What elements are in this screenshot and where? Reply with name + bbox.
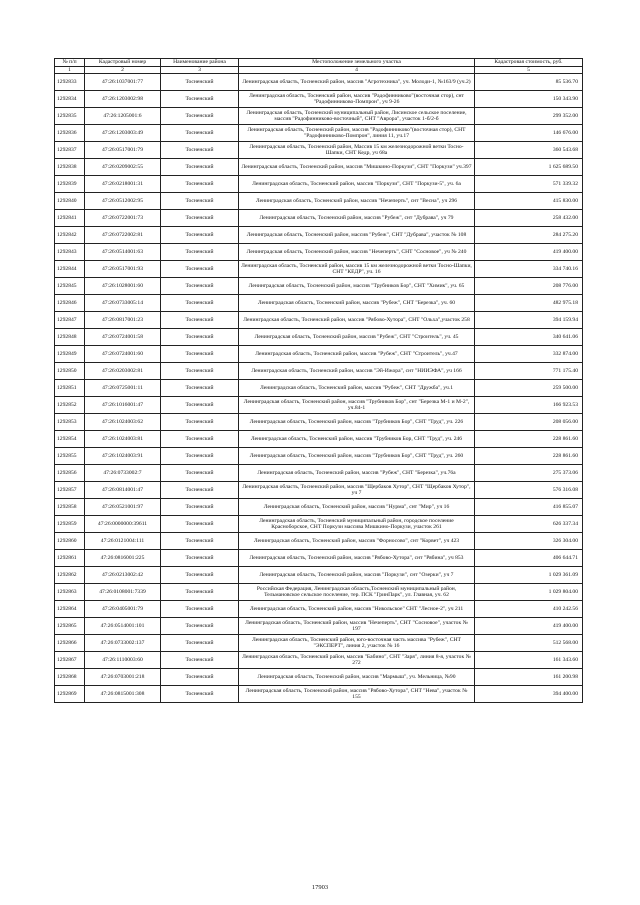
cadastral-number: 47:26:1024003:91 [85, 448, 161, 465]
cadastral-number: 47:26:1024003:62 [85, 414, 161, 431]
cadastral-value: 340 641.06 [475, 329, 583, 346]
page-number: 17903 [311, 884, 329, 891]
table-row [55, 193, 583, 210]
table-row [55, 125, 583, 142]
cadastral-value: 161 343.60 [475, 652, 583, 669]
cadastral-number: 47:26:0733002:7 [85, 465, 161, 482]
cadastral-value: 332 874.00 [475, 346, 583, 363]
row-index: 1292868 [55, 669, 85, 686]
row-index: 1292833 [55, 74, 85, 91]
location-text: Ленинградская область, Тосненский район, массив "Рубеж", СНТ "Строитель", уч.47 [239, 346, 475, 363]
cadastral-value: 259 500.00 [475, 380, 583, 397]
cadastral-value: 415 830.00 [475, 193, 583, 210]
location-text: Ленинградская область, Тосненский район, массив "Трубников Бор", снт "Березка М-1 и М-2", уч.84-1 [239, 397, 475, 414]
district-name: Тосненский [161, 380, 239, 397]
location-text: Ленинградская область, Тосненский район, массив "Поркузи", снт "Озерки", уч 7 [239, 567, 475, 584]
location-text: Ленинградская область, Тосненский район, массив "Радофинниково"(восточная стор), СНТ "Радофинниково-Помпрон", линия 11, уч.17 [239, 125, 475, 142]
row-index: 1292843 [55, 244, 85, 261]
row-index: 1292846 [55, 295, 85, 312]
row-index: 1292834 [55, 91, 85, 108]
district-name: Тосненский [161, 465, 239, 482]
cadastral-number: 47:26:0722001:73 [85, 210, 161, 227]
row-index: 1292853 [55, 414, 85, 431]
row-index: 1292848 [55, 329, 85, 346]
cadastral-number: 47:26:0816001:225 [85, 550, 161, 567]
location-text: Ленинградская область, Тосненский район, массив "Рубеж", СНТ "Дружба", уч.1 [239, 380, 475, 397]
location-text: Ленинградская область, Тосненский район, массив "Нечеперть", снт "Весна", уч 296 [239, 193, 475, 210]
cadastral-number: 47:26:0733005:14 [85, 295, 161, 312]
district-name: Тосненский [161, 278, 239, 295]
row-index: 1292858 [55, 499, 85, 516]
district-name: Тосненский [161, 431, 239, 448]
header-location: Местоположение земельного участка [239, 59, 475, 67]
cadastral-number: 47:26:1203002:98 [85, 91, 161, 108]
district-name: Тосненский [161, 346, 239, 363]
table-row [55, 210, 583, 227]
table-row [55, 448, 583, 465]
row-index: 1292849 [55, 346, 85, 363]
table-row [55, 261, 583, 278]
cadastral-value: 394 159.94 [475, 312, 583, 329]
district-name: Тосненский [161, 142, 239, 159]
cadastral-number: 47:26:0703001:218 [85, 669, 161, 686]
cadastral-value: 284 275.20 [475, 227, 583, 244]
row-index: 1292860 [55, 533, 85, 550]
cadastral-number: 47:26:0722002:81 [85, 227, 161, 244]
district-name: Тосненский [161, 584, 239, 601]
column-number: 5 [475, 67, 583, 74]
cadastral-number: 47:26:0817001:23 [85, 312, 161, 329]
table-row [55, 74, 583, 91]
table-row [55, 499, 583, 516]
district-name: Тосненский [161, 652, 239, 669]
cadastral-number: 47:26:0512002:95 [85, 193, 161, 210]
row-index: 1292865 [55, 618, 85, 635]
cadastral-number: 47:26:0514001:101 [85, 618, 161, 635]
district-name: Тосненский [161, 550, 239, 567]
header-index: № п/п [55, 59, 85, 67]
row-index: 1292863 [55, 584, 85, 601]
cadastral-number: 47:26:0733002:137 [85, 635, 161, 652]
table-row [55, 567, 583, 584]
district-name: Тосненский [161, 261, 239, 278]
location-text: Российская Федерация, Ленинградская область,Тосненский муниципальный район, Тельмановское сельское поселение, тер. ПСК "ГринПарк", ул. Главная, уч. 62 [239, 584, 475, 601]
cadastral-value: 299 352.00 [475, 108, 583, 125]
cadastral-number: 47:26:0725001:11 [85, 380, 161, 397]
cadastral-number: 47:26:1016001:47 [85, 397, 161, 414]
column-number: 4 [239, 67, 475, 74]
table-row [55, 550, 583, 567]
row-index: 1292847 [55, 312, 85, 329]
table-row [55, 635, 583, 652]
cadastral-value: 419 400.00 [475, 618, 583, 635]
row-index: 1292838 [55, 159, 85, 176]
location-text: Ленинградская область, Тосненский район, массив "Рубеж", СНТ "Дубрава", участок № 108 [239, 227, 475, 244]
cadastral-value: 576 316.08 [475, 482, 583, 499]
district-name: Тосненский [161, 193, 239, 210]
location-text: Ленинградская область, Тосненский район, массив "Рубеж", снт "Дубрава", уч 79 [239, 210, 475, 227]
district-name: Тосненский [161, 159, 239, 176]
location-text: Ленинградская область, Тосненский район, массив "Мишкино-Поркузи", СНТ "Поркузи" уч.397 [239, 159, 475, 176]
location-text: Ленинградская область, Тосненский район, массив "Эй-Ижора", снт "НИИЭФА", уч 166 [239, 363, 475, 380]
district-name: Тосненский [161, 244, 239, 261]
cadastral-value: 406 644.71 [475, 550, 583, 567]
table-row [55, 312, 583, 329]
district-name: Тосненский [161, 227, 239, 244]
row-index: 1292856 [55, 465, 85, 482]
cadastral-value: 228 861.60 [475, 431, 583, 448]
district-name: Тосненский [161, 618, 239, 635]
cadastral-value: 208 776.00 [475, 278, 583, 295]
row-index: 1292862 [55, 567, 85, 584]
cadastral-value: 394 400.00 [475, 686, 583, 703]
location-text: Ленинградская область, Тосненский район, массив "Щербаков Хутор", СНТ "Щербаков Хутор", уч 7 [239, 482, 475, 499]
location-text: Ленинградская область, Тосненский муниципальный район, городское поселение Красноборское, СНТ Поркузи массива Мишкино-Поркузи, участок 261 [239, 516, 475, 533]
district-name: Тосненский [161, 295, 239, 312]
table-row [55, 159, 583, 176]
row-index: 1292837 [55, 142, 85, 159]
row-index: 1292857 [55, 482, 85, 499]
location-text: Ленинградская область, Тосненский район, массив "Трубников Бор", СНТ "Труд", уч. 226 [239, 414, 475, 431]
row-index: 1292855 [55, 448, 85, 465]
cadastral-value: 258 432.00 [475, 210, 583, 227]
cadastral-value: 410 242.56 [475, 601, 583, 618]
cadastral-number: 47:26:0517001:79 [85, 142, 161, 159]
location-text: Ленинградская область, Тосненский район, массив "Рубеж", СНТ "Березка", уч. 60 [239, 295, 475, 312]
cadastral-value: 1 029 804.00 [475, 584, 583, 601]
cadastral-number: 47:26:0724001:60 [85, 346, 161, 363]
table-row [55, 669, 583, 686]
row-index: 1292852 [55, 397, 85, 414]
table-row [55, 176, 583, 193]
table-row [55, 91, 583, 108]
row-index: 1292841 [55, 210, 85, 227]
cadastral-number: 47:26:1205001:6 [85, 108, 161, 125]
cadastral-number: 47:26:1203003:49 [85, 125, 161, 142]
table-header-row [55, 59, 583, 67]
row-index: 1292850 [55, 363, 85, 380]
district-name: Тосненский [161, 176, 239, 193]
row-index: 1292866 [55, 635, 85, 652]
cadastral-number: 47:26:0724001:58 [85, 329, 161, 346]
cadastral-value: 360 543.68 [475, 142, 583, 159]
location-text: Ленинградская область, Тосненский район, массив "Бабино", СНТ "Заря", линия 8-я, участок № 272 [239, 652, 475, 669]
location-text: Ленинградская область, Тосненский район, массив "Нурма", снт "Мир", уч 16 [239, 499, 475, 516]
location-text: Ленинградская область, Тосненский район, массив "Рубеж", СНТ "Строитель", уч. 45 [239, 329, 475, 346]
location-text: Ленинградская область, Тосненский район, массив "Рябово-Хутора", снт "Рябина", уч 853 [239, 550, 475, 567]
row-index: 1292836 [55, 125, 85, 142]
district-name: Тосненский [161, 516, 239, 533]
table-row [55, 414, 583, 431]
table-row [55, 584, 583, 601]
cadastral-value: 275 373.06 [475, 465, 583, 482]
table-row [55, 329, 583, 346]
location-text: Ленинградская область, Тосненский район, массив "Нечеперть", СНТ "Сосновое", уч № 240 [239, 244, 475, 261]
district-name: Тосненский [161, 533, 239, 550]
location-text: Ленинградская область, Тосненский район, Массив 15 км железнодорожной ветки Тосно-Шапки, СНТ Кедр, уч 68а [239, 142, 475, 159]
location-text: Ленинградская область, Тосненский район, массив "Мармыш", уч. Мельница, №90 [239, 669, 475, 686]
location-text: Ленинградская область, Тосненский район, массив 15 км железнодорожной ветки Тосно-Шапки, СНТ "КЕДР", уч. 16 [239, 261, 475, 278]
table-row [55, 482, 583, 499]
table-row [55, 363, 583, 380]
row-index: 1292835 [55, 108, 85, 125]
cadastral-number: 47:26:0000000:39611 [85, 516, 161, 533]
cadastral-value: 1 029 361.09 [475, 567, 583, 584]
district-name: Тосненский [161, 669, 239, 686]
cadastral-value: 771 175.40 [475, 363, 583, 380]
district-name: Тосненский [161, 312, 239, 329]
header-cadastral-number: Кадастровый номер [85, 59, 161, 67]
table-row [55, 142, 583, 159]
row-index: 1292867 [55, 652, 85, 669]
location-text: Ленинградская область, Тосненский район, массив "Трубников Бор", СНТ "Труд", уч. 260 [239, 448, 475, 465]
row-index: 1292861 [55, 550, 85, 567]
location-text: Ленинградская область, Тосненский район, массив "Никольское" СНТ "Лесное-2", уч 211 [239, 601, 475, 618]
row-index: 1292851 [55, 380, 85, 397]
district-name: Тосненский [161, 414, 239, 431]
district-name: Тосненский [161, 125, 239, 142]
cadastral-number: 47:26:1110003:60 [85, 652, 161, 669]
table-row [55, 244, 583, 261]
district-name: Тосненский [161, 448, 239, 465]
cadastral-number: 47:26:0213002:42 [85, 567, 161, 584]
row-index: 1292854 [55, 431, 85, 448]
district-name: Тосненский [161, 363, 239, 380]
cadastral-number: 47:26:0517001:93 [85, 261, 161, 278]
cadastral-number: 47:26:0815001:308 [85, 686, 161, 703]
table-row [55, 346, 583, 363]
location-text: Ленинградская область, Тосненский район, массив "Трубников Бор", СНТ "Химик", уч. 65 [239, 278, 475, 295]
row-index: 1292845 [55, 278, 85, 295]
district-name: Тосненский [161, 482, 239, 499]
header-district-name: Наименование района [161, 59, 239, 67]
cadastral-value: 146 676.00 [475, 125, 583, 142]
cadastral-number: 47:26:0405001:79 [85, 601, 161, 618]
row-index: 1292839 [55, 176, 85, 193]
cadastral-value: 1 625 689.50 [475, 159, 583, 176]
district-name: Тосненский [161, 397, 239, 414]
district-name: Тосненский [161, 567, 239, 584]
cadastral-number: 47:26:0814001:47 [85, 482, 161, 499]
location-text: Ленинградская область, Тосненский район, массив "Трубников Бор, СНТ "Труд", уч. 246 [239, 431, 475, 448]
cadastral-value: 85 536.70 [475, 74, 583, 91]
cadastral-value: 161 200.98 [475, 669, 583, 686]
cadastral-value: 150 343.90 [475, 91, 583, 108]
table-row [55, 431, 583, 448]
location-text: Ленинградская область, Тосненский район, массив "Рябово-Хутора", СНТ "Ольха",участок 258 [239, 312, 475, 329]
cadastral-number: 47:26:0514001:63 [85, 244, 161, 261]
table-row [55, 652, 583, 669]
location-text: Ленинградская область, Тосненский район, массив "Радофинниково"(восточная стор), снт "Радофинниково-Помпрон", уч 9-26 [239, 91, 475, 108]
row-index: 1292859 [55, 516, 85, 533]
cadastral-value: 334 740.16 [475, 261, 583, 278]
table-row [55, 618, 583, 635]
location-text: Ленинградская область, Тосненский район, массив "Форносово", снт "Корвет", уч 423 [239, 533, 475, 550]
table-row [55, 278, 583, 295]
cadastral-number: 47:26:1028001:60 [85, 278, 161, 295]
cadastral-number: 47:26:0218001:31 [85, 176, 161, 193]
cadastral-number: 47:26:1024003:81 [85, 431, 161, 448]
table-row [55, 533, 583, 550]
row-index: 1292840 [55, 193, 85, 210]
location-text: Ленинградская область, Тосненский муниципальный район, Лисинское сельское поселение, массив "Радофинниково-восточный", СНТ "Аврора", участок 1-б/2-б [239, 108, 475, 125]
header-cadastral-value: Кадастровая стоимость, руб. [475, 59, 583, 67]
column-number: 2 [85, 67, 161, 74]
district-name: Тосненский [161, 686, 239, 703]
table-column-number-row [55, 67, 583, 74]
location-text: Ленинградская область, Тосненский район, юго-восточная часть массива "Рубеж", СНТ "ЭКСПЕРТ", линия 2, участок № 16 [239, 635, 475, 652]
district-name: Тосненский [161, 74, 239, 91]
table-row [55, 295, 583, 312]
cadastral-value: 166 923.53 [475, 397, 583, 414]
cadastral-value: 571 339.32 [475, 176, 583, 193]
row-index: 1292842 [55, 227, 85, 244]
cadastral-number: 47:26:0203002:81 [85, 363, 161, 380]
cadastral-value: 512 568.00 [475, 635, 583, 652]
table-row [55, 227, 583, 244]
cadastral-number: 47:26:0521001:97 [85, 499, 161, 516]
cadastral-value: 416 855.07 [475, 499, 583, 516]
location-text: Ленинградская область, Тосненский район, массив "Поркузи", СНТ "Поркузи-5", уч. 6а [239, 176, 475, 193]
table-row [55, 686, 583, 703]
district-name: Тосненский [161, 108, 239, 125]
cadastral-number: 47:26:0209002:55 [85, 159, 161, 176]
cadastral-value: 626 337.34 [475, 516, 583, 533]
table-row [55, 516, 583, 533]
district-name: Тосненский [161, 329, 239, 346]
cadastral-number: 47:26:1037001:77 [85, 74, 161, 91]
cadastral-number: 47:26:0121004:111 [85, 533, 161, 550]
cadastral-value: 482 975.18 [475, 295, 583, 312]
cadastral-value: 208 056.00 [475, 414, 583, 431]
location-text: Ленинградская область, Тосненский район, массив "Нечеперть", СНТ "Сосновое", участок № 197 [239, 618, 475, 635]
table-row [55, 108, 583, 125]
district-name: Тосненский [161, 499, 239, 516]
district-name: Тосненский [161, 210, 239, 227]
table-row [55, 601, 583, 618]
district-name: Тосненский [161, 635, 239, 652]
cadastral-value-table [54, 58, 583, 703]
row-index: 1292844 [55, 261, 85, 278]
table-row [55, 380, 583, 397]
row-index: 1292869 [55, 686, 85, 703]
row-index: 1292864 [55, 601, 85, 618]
district-name: Тосненский [161, 91, 239, 108]
column-number: 1 [55, 67, 85, 74]
location-text: Ленинградская область, Тосненский район, массив "Рубеж", СНТ "Березка", уч.76а [239, 465, 475, 482]
table-body [55, 74, 583, 703]
cadastral-number: 47:26:0108001:7339 [85, 584, 161, 601]
district-name: Тосненский [161, 601, 239, 618]
location-text: Ленинградская область, Тосненский район, массив "Агротехника", уч. Молоди-1, №163/9 (уч.2) [239, 74, 475, 91]
cadastral-value: 419 400.00 [475, 244, 583, 261]
table-row [55, 465, 583, 482]
table-row [55, 397, 583, 414]
column-number: 3 [161, 67, 239, 74]
location-text: Ленинградская область, Тосненский район, массив "Рябово-Хутора", СНТ "Нева", участок № 155 [239, 686, 475, 703]
cadastral-value: 228 861.60 [475, 448, 583, 465]
cadastral-value: 326 304.00 [475, 533, 583, 550]
